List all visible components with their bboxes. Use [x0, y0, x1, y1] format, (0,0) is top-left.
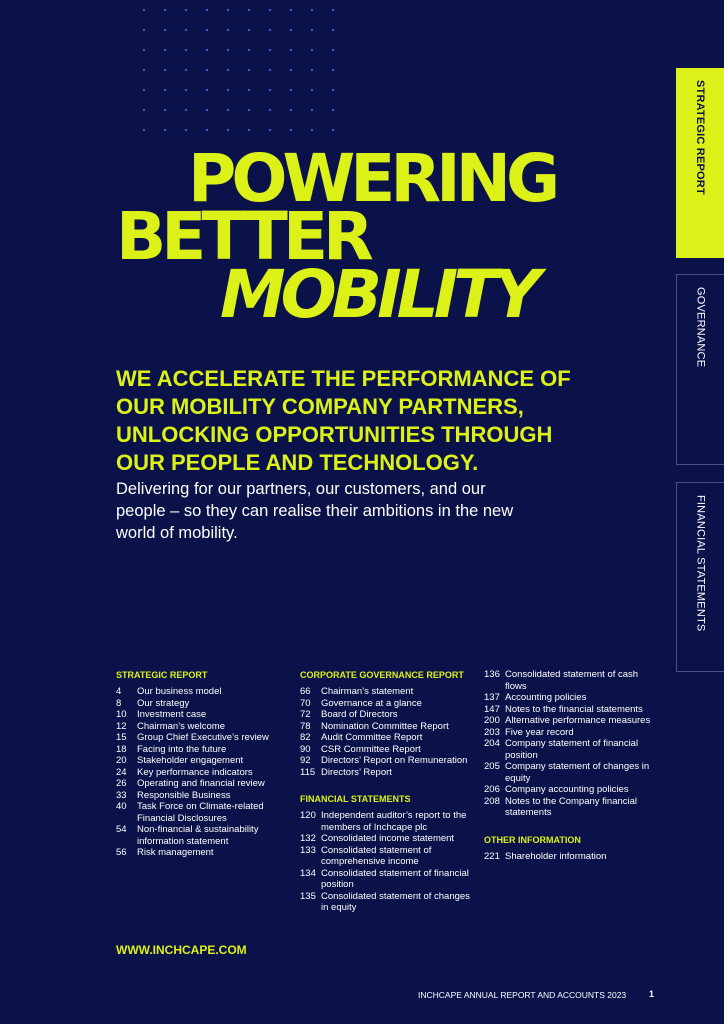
toc-entry-title: Operating and financial review	[137, 778, 265, 789]
toc-entry-title: Shareholder information	[505, 850, 607, 862]
toc-entry-page: 206	[484, 784, 500, 795]
toc-entry[interactable]	[300, 686, 475, 698]
toc-entry-page: 208	[484, 795, 500, 807]
toc-entry-page: 8	[116, 697, 122, 709]
toc-entry[interactable]	[300, 698, 475, 710]
website-link[interactable]: WWW.INCHCAPE.COM	[116, 943, 247, 957]
toc-heading-governance: CORPORATE GOVERNANCE REPORT	[300, 670, 464, 680]
toc-entry-page: 203	[484, 726, 500, 738]
toc-entry-page: 10	[116, 709, 127, 720]
toc-entry-page: 70	[300, 697, 311, 709]
decorative-dot-grid	[140, 8, 340, 138]
toc-entry-title: Consolidated statement of financial position	[321, 867, 469, 890]
toc-entry[interactable]	[484, 692, 659, 704]
toc-entry[interactable]	[116, 755, 286, 767]
toc-entry-page: 137	[484, 692, 500, 703]
toc-heading-strategic: STRATEGIC REPORT	[116, 670, 208, 680]
toc-entry-page: 82	[300, 732, 311, 743]
toc-entry-title: Task Force on Climate-related Financial Disclosures	[137, 801, 264, 824]
toc-entry[interactable]	[116, 744, 286, 756]
toc-entry-title: Risk management	[137, 847, 214, 858]
toc-entry[interactable]	[116, 686, 286, 698]
headline-line-3: MOBILITY	[220, 256, 537, 333]
toc-entry-title: Chairman’s statement	[321, 686, 414, 697]
toc-entry-page: 135	[300, 890, 316, 902]
toc-entry-title: Consolidated income statement	[321, 833, 455, 844]
toc-entry[interactable]	[300, 891, 475, 914]
toc-entry[interactable]	[116, 790, 286, 802]
toc-entry[interactable]	[484, 704, 659, 716]
toc-entry-page: 26	[116, 778, 127, 789]
tagline: WE ACCELERATE THE PERFORMANCE OF OUR MOBILITY COMPANY PARTNERS, UNLOCKING OPPORTUNITIES THROUGH OUR PEOPLE AND TECHNOLOGY.	[116, 366, 571, 475]
tab-financial-statements[interactable]	[676, 482, 724, 672]
toc-entry[interactable]	[116, 824, 286, 847]
toc-entry-page: 133	[300, 844, 316, 856]
toc-entry-title: Consolidated statement of changes in equity	[321, 890, 470, 913]
toc-entry-title: Consolidated statement of comprehensive income	[321, 844, 432, 867]
toc-entry-title: Chairman’s welcome	[137, 720, 225, 732]
toc-entry-title: Non-financial & sustainability information statement	[137, 824, 259, 847]
headline-line-2: BETTER	[116, 198, 369, 275]
toc-entry-page: 132	[300, 833, 316, 844]
toc-entry[interactable]	[300, 755, 475, 767]
toc-entry[interactable]	[116, 721, 286, 733]
toc-entry-title: Company statement of financial position	[505, 738, 639, 761]
toc-entry[interactable]	[300, 868, 475, 891]
footer-text: INCHCAPE ANNUAL REPORT AND ACCOUNTS 2023	[418, 990, 627, 1000]
toc-entry-title: Directors’ Report	[321, 766, 392, 778]
toc-entry-page: 120	[300, 810, 316, 821]
toc-entry-title: Audit Committee Report	[321, 732, 423, 743]
toc-entry-page: 134	[300, 867, 316, 879]
toc-entry[interactable]	[300, 810, 475, 833]
toc-entry-title: Our business model	[137, 686, 222, 697]
toc-entry-page: 90	[300, 743, 311, 755]
toc-entry-title: Five year record	[505, 726, 574, 738]
toc-entry-title: Responsible Business	[137, 789, 231, 801]
toc-entry[interactable]	[484, 761, 659, 784]
headline	[116, 140, 556, 333]
toc-entry-page: 205	[484, 761, 500, 772]
toc-entry[interactable]	[116, 801, 286, 824]
toc-list-strategic	[116, 686, 286, 859]
toc-entry-page: 78	[300, 720, 311, 732]
toc-entry-page: 147	[484, 703, 500, 715]
toc-entry[interactable]	[116, 847, 286, 859]
tab-governance[interactable]	[676, 274, 724, 465]
toc-entry-title: Group Chief Executive’s review	[137, 732, 269, 743]
toc-entry[interactable]	[484, 784, 659, 796]
toc-entry-page: 20	[116, 755, 127, 766]
toc-entry-title: Accounting policies	[505, 692, 587, 703]
toc-entry-title: Governance at a glance	[321, 697, 422, 709]
toc-entry-page: 4	[116, 686, 122, 697]
toc-entry-page: 204	[484, 738, 500, 749]
toc-entry-page: 136	[484, 669, 500, 680]
toc-entry-page: 115	[300, 766, 316, 778]
toc-entry-title: Company statement of changes in equity	[505, 761, 650, 784]
toc-entry[interactable]	[484, 738, 659, 761]
toc-entry[interactable]	[116, 732, 286, 744]
toc-entry-page: 40	[116, 801, 127, 812]
toc-entry-title: CSR Committee Report	[321, 743, 421, 755]
toc-entry-page: 24	[116, 766, 127, 778]
toc-entry-title: Alternative performance measures	[505, 715, 651, 726]
toc-entry-title: Consolidated statement of cash flows	[505, 669, 639, 692]
tab-strategic-report-label: STRATEGIC REPORT	[694, 80, 706, 195]
toc-entry-page: 200	[484, 715, 500, 726]
toc-entry[interactable]	[300, 732, 475, 744]
toc-column-3	[484, 669, 659, 862]
toc-entry-page: 33	[116, 789, 127, 801]
toc-entry[interactable]	[484, 669, 659, 692]
page-number: 1	[649, 989, 655, 999]
toc-entry-page: 54	[116, 824, 127, 835]
toc-entry[interactable]	[300, 744, 475, 756]
toc-entry-title: Our strategy	[137, 697, 190, 709]
toc-entry-title: Nomination Committee Report	[321, 720, 449, 732]
toc-entry[interactable]	[116, 698, 286, 710]
toc-entry[interactable]	[300, 767, 475, 779]
toc-entry-title: Board of Directors	[321, 709, 398, 720]
toc-column-1	[116, 670, 286, 859]
toc-entry-title: Facing into the future	[137, 743, 227, 755]
toc-entry[interactable]	[484, 796, 659, 819]
toc-list-financial	[300, 810, 475, 914]
toc-entry[interactable]	[300, 709, 475, 721]
toc-entry-title: Directors’ Report on Remuneration	[321, 755, 468, 766]
tab-strategic-report[interactable]	[676, 68, 724, 258]
toc-entry[interactable]	[116, 778, 286, 790]
toc-entry-page: 92	[300, 755, 311, 766]
toc-entry-title: Company accounting policies	[505, 784, 629, 795]
toc-entry[interactable]	[116, 709, 286, 721]
headline-line-1: POWERING	[188, 140, 556, 217]
toc-entry[interactable]	[300, 721, 475, 733]
toc-entry-page: 72	[300, 709, 311, 720]
toc-entry-page: 15	[116, 732, 127, 743]
toc-entry-title: Notes to the financial statements	[505, 703, 643, 715]
toc-list-other	[484, 851, 659, 863]
toc-entry-title: Notes to the Company financial statements	[505, 795, 638, 818]
toc-entry-title: Key performance indicators	[137, 766, 253, 778]
toc-list-financial-continued	[484, 669, 659, 819]
toc-entry[interactable]	[300, 833, 475, 845]
toc-entry-page: 66	[300, 686, 311, 697]
toc-entry-page: 221	[484, 850, 500, 862]
toc-entry-page: 56	[116, 847, 127, 858]
toc-list-governance	[300, 686, 475, 778]
tab-financial-statements-label: FINANCIAL STATEMENTS	[694, 495, 707, 632]
toc-entry-title: Independent auditor’s report to the members of Inchcape plc	[321, 810, 467, 833]
toc-heading-other: OTHER INFORMATION	[484, 834, 581, 845]
toc-entry[interactable]	[484, 727, 659, 739]
toc-entry-title: Stakeholder engagement	[137, 755, 244, 766]
toc-entry[interactable]	[300, 845, 475, 868]
toc-heading-financial: FINANCIAL STATEMENTS	[300, 794, 411, 804]
toc-entry-page: 12	[116, 720, 127, 732]
toc-entry[interactable]	[116, 767, 286, 779]
toc-entry-title: Investment case	[137, 709, 207, 720]
tab-governance-label: GOVERNANCE	[694, 287, 707, 368]
toc-entry[interactable]	[484, 715, 659, 727]
toc-entry[interactable]	[484, 851, 659, 863]
toc-entry-page: 18	[116, 743, 127, 755]
intro-paragraph: Delivering for our partners, our customers, and our people – so they can realise their ambitions in the new world of mobility.	[116, 480, 514, 542]
toc-column-2	[300, 670, 475, 914]
